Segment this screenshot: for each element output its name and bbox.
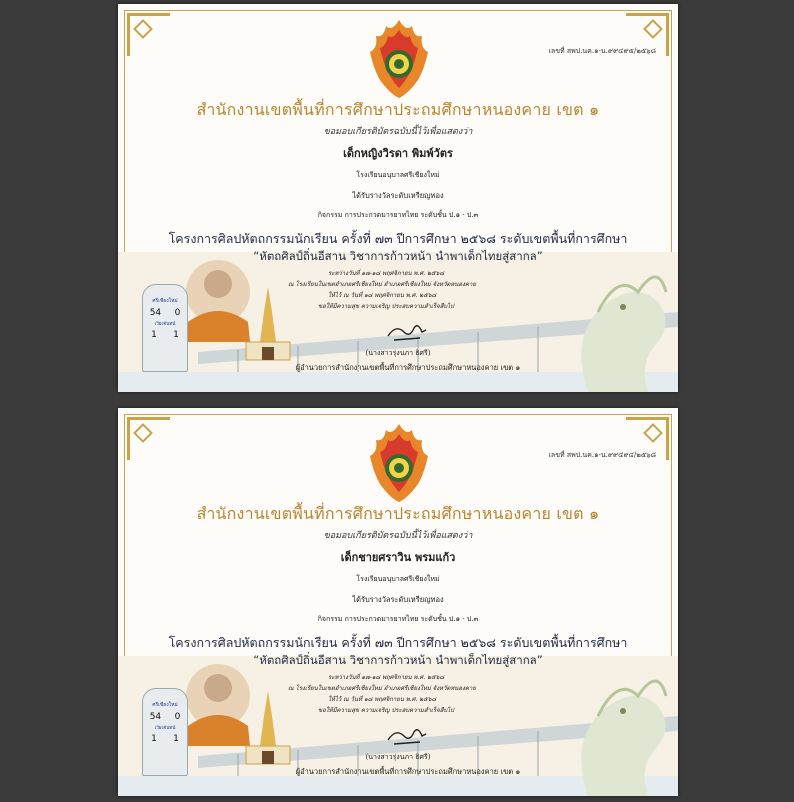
corner-ornament (127, 417, 170, 460)
certificate-card[interactable] (118, 4, 678, 392)
km-value: 54 (149, 308, 162, 318)
closing-wish: ขอให้มีความสุข ความเจริญ ประสบความสำเร็จสืบไป (318, 303, 454, 310)
project-slogan: “หัตถศิลป์ถิ่นอีสาน วิชาการก้าวหน้า นำพาเด็กไทยสู่สากล” (253, 653, 543, 667)
certificate-card[interactable] (118, 408, 678, 796)
event-dates: ระหว่างวันที่ ๑๗-๑๘ พฤศจิกายน พ.ศ. ๒๕๖๘ (328, 674, 444, 681)
signature-icon (384, 322, 430, 344)
award-level: ได้รับรางวัลระดับเหรียญทอง (352, 595, 444, 604)
project-slogan: “หัตถศิลป์ถิ่นอีสาน วิชาการก้าวหน้า นำพาเด็กไทยสู่สากล” (253, 249, 543, 263)
recipient-name: เด็กชายศราวิน พรมแก้ว (340, 551, 456, 564)
issue-date: ให้ไว้ ณ วันที่ ๑๘ พฤศจิกายน พ.ศ. ๒๕๖๘ (328, 696, 437, 703)
organization-title: สำนักงานเขตพื้นที่การศึกษาประถมศึกษาหนองคาย เขต ๑ (196, 504, 600, 523)
document-number: เลขที่ สพป.นค.๑-น.๙๙๔๙๔/๒๕๖๘ (548, 451, 656, 459)
km-value: 0 (174, 712, 181, 722)
event-venue: ณ โรงเรียนในเขตอำเภอศรีเชียงใหม่ อำเภอศรีเชียงใหม่ จังหวัดหนองคาย (288, 685, 476, 692)
project-title: โครงการศิลปหัตถกรรมนักเรียน ครั้งที่ ๗๓ ปีการศึกษา ๒๕๖๘ ระดับเขตพื้นที่การศึกษา (168, 635, 628, 650)
event-dates: ระหว่างวันที่ ๑๗-๑๘ พฤศจิกายน พ.ศ. ๒๕๖๘ (328, 270, 444, 277)
km-post-sub: เวียงจันทน์ (154, 322, 176, 327)
certification-text: ขอมอบเกียรติบัตรฉบับนี้ไว้เพื่อแสดงว่า (323, 531, 473, 541)
km-value: 0 (174, 308, 181, 318)
project-title: โครงการศิลปหัตถกรรมนักเรียน ครั้งที่ ๗๓ ปีการศึกษา ๒๕๖๘ ระดับเขตพื้นที่การศึกษา (168, 231, 628, 246)
km-value: 54 (149, 712, 162, 722)
km-value: 1 (173, 734, 179, 744)
km-post-header: ศรีเชียงใหม่ (152, 298, 178, 304)
issue-date: ให้ไว้ ณ วันที่ ๑๘ พฤศจิกายน พ.ศ. ๒๕๖๘ (328, 292, 437, 299)
km-value: 1 (151, 330, 157, 340)
event-venue: ณ โรงเรียนในเขตอำเภอศรีเชียงใหม่ อำเภอศรีเชียงใหม่ จังหวัดหนองคาย (288, 281, 476, 288)
activity-name: กิจกรรม การประกวดมารยาทไทย ระดับชั้น ป.๑ - ป.๓ (317, 615, 479, 623)
certification-text: ขอมอบเกียรติบัตรฉบับนี้ไว้เพื่อแสดงว่า (323, 127, 473, 137)
signer-name: (นางสาวรุ่งนภา ธิศรี) (365, 349, 431, 357)
organization-title: สำนักงานเขตพื้นที่การศึกษาประถมศึกษาหนองคาย เขต ๑ (196, 100, 600, 119)
school-name: โรงเรียนอนุบาลศรีเชียงใหม่ (356, 171, 440, 179)
document-number: เลขที่ สพป.นค.๑-น.๙๙๔๙๕/๒๕๖๘ (548, 47, 656, 55)
award-level: ได้รับรางวัลระดับเหรียญทอง (352, 191, 444, 200)
school-name: โรงเรียนอนุบาลศรีเชียงใหม่ (356, 575, 440, 583)
signer-position: ผู้อำนวยการสำนักงานเขตพื้นที่การศึกษาประถมศึกษาหนองคาย เขต ๑ (295, 767, 521, 776)
office-emblem-icon (368, 422, 430, 504)
closing-wish: ขอให้มีความสุข ความเจริญ ประสบความสำเร็จสืบไป (318, 707, 454, 714)
km-value: 1 (173, 330, 179, 340)
activity-name: กิจกรรม การประกวดมารยาทไทย ระดับชั้น ป.๑ - ป.๓ (317, 211, 479, 219)
km-post-header: ศรีเชียงใหม่ (152, 702, 178, 708)
office-emblem-icon (368, 18, 430, 100)
km-post-sub: เวียงจันทน์ (154, 726, 176, 731)
signer-name: (นางสาวรุ่งนภา ธิศรี) (365, 753, 431, 761)
km-value: 1 (151, 734, 157, 744)
recipient-name: เด็กหญิงวิรดา พิมพ์วัตร (343, 147, 453, 160)
corner-ornament (127, 13, 170, 56)
signature-icon (384, 726, 430, 748)
signer-position: ผู้อำนวยการสำนักงานเขตพื้นที่การศึกษาประถมศึกษาหนองคาย เขต ๑ (295, 363, 521, 372)
